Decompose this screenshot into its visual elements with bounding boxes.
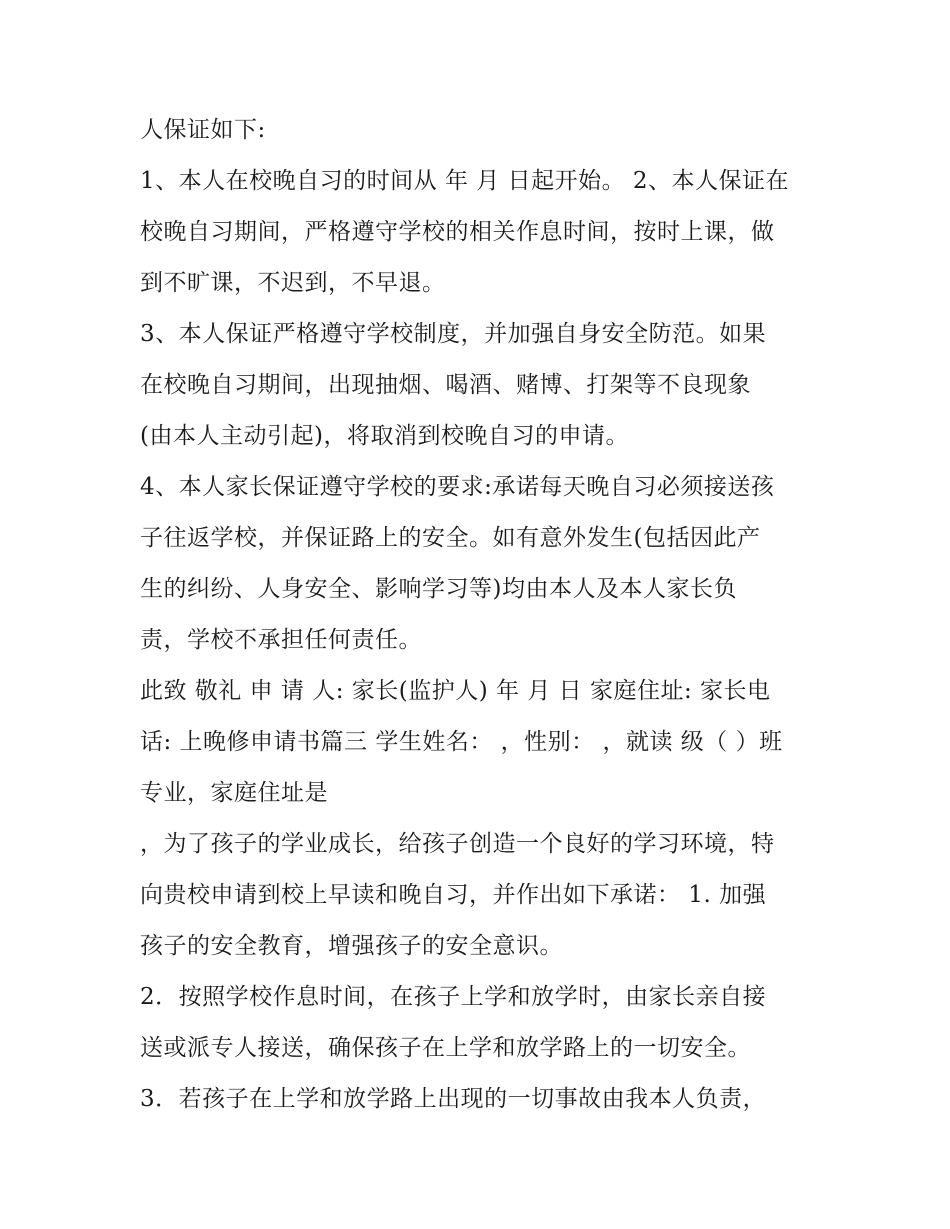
text-line: (由本人主动引起)，将取消到校晚自习的申请。 [140,423,629,449]
text-line: 3．若孩子在上学和放学路上出现的一切事故由我本人负责， [140,1086,767,1112]
text-line: 责，学校不承担任何责任。 [140,627,422,653]
text-line: 2．按照学校作息时间，在孩子上学和放学时，由家长亲自接 [140,984,767,1010]
text-line: 子往返学校，并保证路上的安全。如有意外发生(包括因此产 [140,525,761,551]
text-line: 此致 敬礼 申 请 人: 家长(监护人) 年 月 日 家庭住址: 家长电 [140,678,771,704]
text-line: 送或派专人接送，确保孩子在上学和放学路上的一切安全。 [140,1035,751,1061]
text-line: 向贵校申请到校上早读和晚自习，并作出如下承诺： 1. 加强 [140,882,767,908]
text-line: 生的纠纷、人身安全、影响学习等)均由本人及本人家长负 [140,576,737,602]
text-line: 到不旷课，不迟到，不早退。 [140,270,446,296]
text-line: 4、本人家长保证遵守学校的要求:承诺每天晚自习必须接送孩 [140,474,775,500]
text-line: 3、本人保证严格遵守学校制度，并加强自身安全防范。如果 [140,321,767,347]
text-line: 1、本人在校晚自习的时间从 年 月 日起开始。 2、本人保证在 [140,168,790,194]
text-line: 专业，家庭住址是 [140,780,328,806]
text-line: 在校晚自习期间，出现抽烟、喝酒、赌博、打架等不良现象 [140,372,751,398]
text-line: 孩子的安全教育，增强孩子的安全意识。 [140,933,563,959]
text-line: ，为了孩子的学业成长，给孩子创造一个良好的学习环境，特 [140,831,775,857]
text-line: 话: 上晚修申请书篇三 学生姓名： ，性别： ，就读 级（ ）班 [140,729,783,755]
text-line: 校晚自习期间，严格遵守学校的相关作息时间，按时上课，做 [140,219,775,245]
text-line: 人保证如下: [140,117,266,143]
